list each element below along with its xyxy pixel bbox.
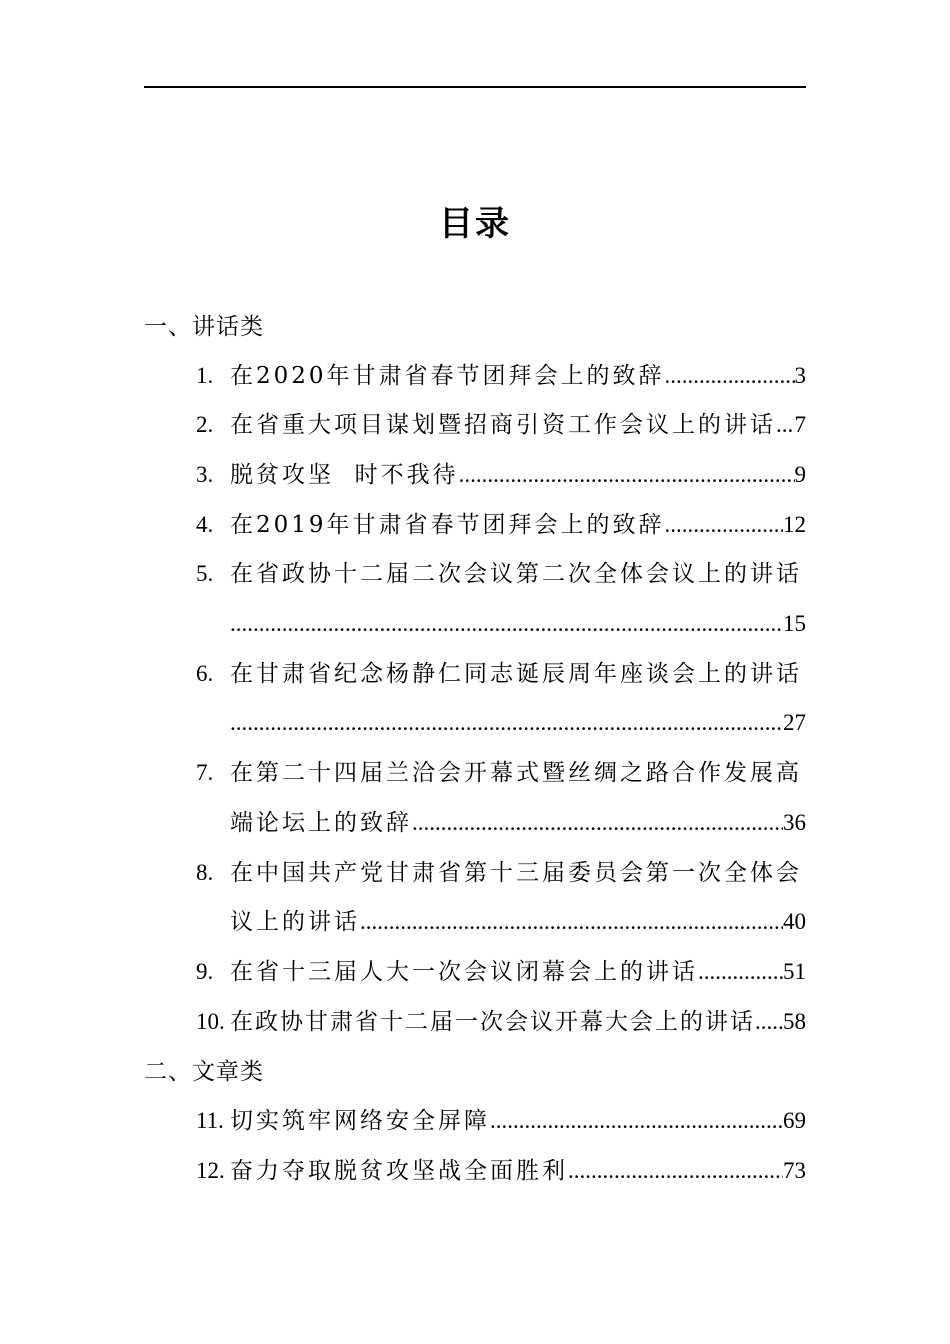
entry-title: 在省十三届人大一次会议闭幕会上的讲话: [230, 959, 698, 985]
entry-title: 在政协甘肃省十二届一次会议开幕大会上的讲话: [230, 1009, 755, 1035]
entry-title: 奋力夺取脱贫攻坚战全面胜利: [230, 1158, 568, 1184]
toc-entry-11[interactable]: [196, 1106, 806, 1136]
dot-leader: [360, 907, 783, 937]
toc-entry-6-continuation[interactable]: [230, 708, 806, 738]
entry-number: 11.: [196, 1108, 224, 1133]
entry-title: 在省政协十二届二次会议第二次全体会议上的讲话: [230, 561, 802, 587]
dot-leader: [776, 410, 795, 440]
dot-leader: [490, 1106, 783, 1136]
dot-leader: [459, 460, 795, 490]
dot-leader: [755, 1007, 783, 1037]
entry-number: 5.: [196, 561, 214, 586]
toc-entry-8-continuation[interactable]: [230, 907, 806, 937]
entry-title: 在甘肃省纪念杨静仁同志诞辰周年座谈会上的讲话: [230, 661, 802, 687]
entry-page-number: 58: [783, 1009, 806, 1034]
entry-page-number: 12: [783, 512, 806, 537]
toc-entry-5-continuation[interactable]: [230, 609, 806, 639]
entry-number: 2.: [196, 412, 214, 437]
page-title: 目录: [439, 204, 511, 244]
entry-page-number: 73: [783, 1158, 806, 1183]
dot-leader: [412, 808, 783, 838]
toc-entry-4[interactable]: [196, 510, 806, 540]
dot-leader: [568, 1156, 783, 1186]
dot-leader: [665, 510, 783, 540]
entry-number: 1.: [196, 363, 214, 388]
entry-title: 在2019年甘肃省春节团拜会上的致辞: [230, 512, 665, 538]
toc-entry-12[interactable]: [196, 1156, 806, 1186]
entry-title: 切实筑牢网络安全屏障: [230, 1108, 490, 1134]
dot-leader: [230, 609, 783, 639]
section-heading-speeches: 一、讲话类: [144, 314, 264, 340]
dot-leader: [230, 708, 783, 738]
entry-number: 6.: [196, 661, 214, 686]
entry-title-continuation: 端论坛上的致辞: [230, 810, 412, 836]
toc-entry-7-continuation[interactable]: [230, 808, 806, 838]
entry-page-number: 9: [794, 462, 806, 487]
entry-number: 8.: [196, 860, 214, 885]
entry-number: 9.: [196, 959, 214, 984]
toc-entry-7[interactable]: [196, 758, 806, 788]
entry-title: 在2020年甘肃省春节团拜会上的致辞: [230, 363, 665, 389]
entry-title: 在省重大项目谋划暨招商引资工作会议上的讲话: [230, 412, 776, 438]
toc-entry-3[interactable]: [196, 460, 806, 490]
toc-entry-10[interactable]: [196, 1007, 806, 1037]
entry-page-number: 27: [783, 710, 806, 735]
entry-page-number: 51: [783, 959, 806, 984]
entry-number: 7.: [196, 760, 214, 785]
toc-entry-1[interactable]: [196, 361, 806, 391]
header-rule: [144, 86, 806, 88]
dot-leader: [698, 957, 783, 987]
entry-number: 10.: [196, 1009, 225, 1034]
entry-page-number: 40: [783, 909, 806, 934]
entry-page-number: 3: [794, 363, 806, 388]
entry-page-number: 7: [794, 412, 806, 437]
entry-number: 4.: [196, 512, 214, 537]
entry-title-continuation: 议上的讲话: [230, 909, 360, 935]
entry-page-number: 36: [783, 810, 806, 835]
entry-number: 12.: [196, 1158, 225, 1183]
entry-title: 脱贫攻坚 时不我待: [230, 462, 459, 488]
entry-page-number: 69: [783, 1108, 806, 1133]
toc-entry-9[interactable]: [196, 957, 806, 987]
entry-title: 在第二十四届兰洽会开幕式暨丝绸之路合作发展高: [230, 760, 802, 786]
toc-entry-8[interactable]: [196, 858, 806, 888]
entry-page-number: 15: [783, 611, 806, 636]
toc-entry-2[interactable]: [196, 410, 806, 440]
entry-title: 在中国共产党甘肃省第十三届委员会第一次全体会: [230, 860, 802, 886]
entry-number: 3.: [196, 462, 214, 487]
section-heading-articles: 二、文章类: [144, 1059, 264, 1085]
toc-entry-6[interactable]: [196, 659, 806, 689]
toc-entry-5[interactable]: [196, 559, 806, 589]
dot-leader: [665, 361, 795, 391]
